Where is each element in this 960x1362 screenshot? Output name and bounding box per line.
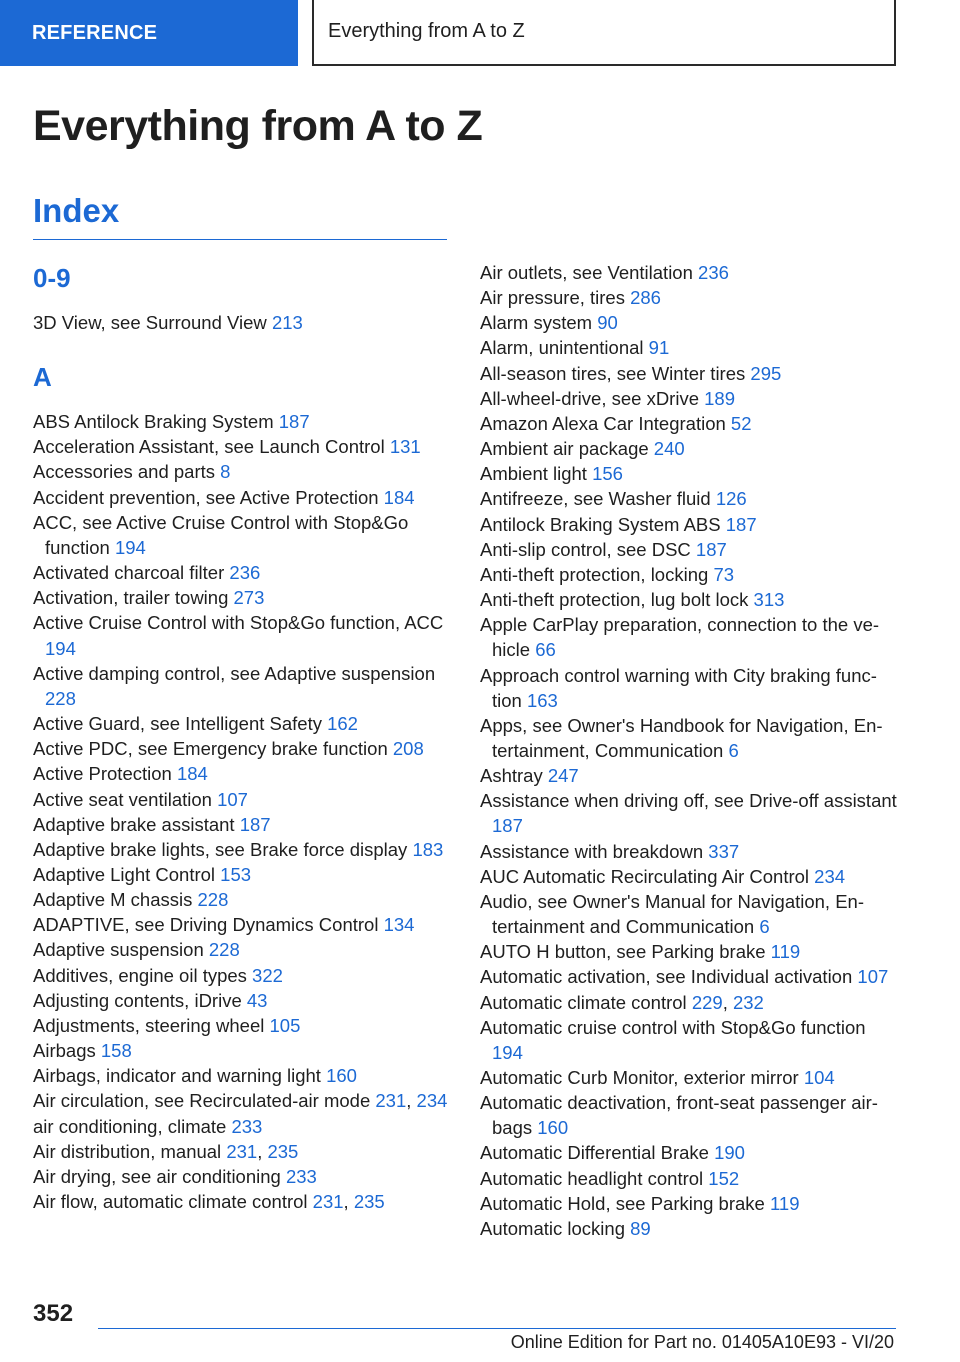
index-entry [33, 1164, 453, 1189]
section-heading: A [33, 362, 52, 393]
page-link[interactable]: 231 [375, 1090, 407, 1112]
entry-term: Automatic Curb Monitor, exterior mirror [480, 1067, 799, 1088]
entry-term: Automatic activation, see Individual activation [480, 966, 853, 988]
index-entry [480, 1015, 900, 1065]
entry-term: Automatic cruise control with Stop&Go function [480, 1016, 866, 1038]
entry-term: Accident prevention, see Active Protection [33, 486, 379, 508]
entry-term: Adjusting contents, iDrive [33, 989, 242, 1011]
page-link[interactable]: 187 [278, 411, 310, 433]
entry-term: Apps, see Owner's Handbook for Navigation, Entertainment, Communication [480, 714, 883, 761]
page-link[interactable]: 153 [220, 863, 252, 885]
index-entry [480, 461, 900, 486]
index-entry [33, 736, 453, 761]
entry-term: Adaptive suspension [33, 939, 204, 961]
page-link[interactable]: 66 [535, 639, 556, 661]
index-entry [480, 713, 900, 763]
index-entry [480, 1166, 900, 1191]
page-link[interactable]: 229 [691, 991, 723, 1013]
page-link[interactable]: 131 [389, 436, 421, 458]
page-title: Everything from A to Z [33, 102, 483, 150]
entry-term: Audio, see Owner's Manual for Navigation, Entertainment and Communication [480, 890, 865, 938]
index-entry [480, 990, 900, 1015]
entry-term: Airbags, indicator and warning light [33, 1065, 321, 1087]
index-entry [33, 1088, 453, 1113]
page-link[interactable]: 152 [708, 1167, 740, 1189]
index-entry [33, 1038, 453, 1063]
page-separator: , [343, 1191, 354, 1212]
entry-term: Automatic Differential Brake [480, 1142, 709, 1164]
page-link[interactable]: 90 [597, 312, 618, 334]
page-link[interactable]: 228 [45, 687, 76, 709]
chapter-title: Everything from A to Z [312, 0, 896, 66]
entry-term: Active Protection [33, 763, 172, 785]
page-link[interactable]: 234 [416, 1090, 448, 1112]
entry-term: Ashtray [480, 765, 543, 787]
entry-term: Ambient air package [480, 438, 649, 460]
page-link[interactable]: 6 [728, 739, 739, 761]
index-column-right [480, 260, 900, 1241]
page-link[interactable]: 286 [630, 287, 661, 309]
page-link[interactable]: 162 [327, 713, 358, 735]
index-entry [33, 560, 453, 585]
entry-term: Anti-slip control, see DSC [480, 538, 691, 560]
entry-term: ABS Antilock Braking System [33, 411, 274, 433]
entry-term: Air circulation, see Recirculated-air mode [33, 1090, 371, 1112]
page-number: 352 [33, 1300, 74, 1327]
page-link[interactable]: 160 [326, 1065, 357, 1087]
page-link[interactable]: 234 [814, 865, 846, 887]
page-link[interactable]: 236 [229, 562, 261, 584]
page-separator: , [257, 1140, 268, 1162]
page-link[interactable]: 236 [698, 262, 729, 283]
entry-term: Airbags [33, 1040, 96, 1062]
index-entry [33, 887, 453, 912]
page-link[interactable]: 240 [653, 438, 685, 460]
entry-term: Adjustments, steering wheel [33, 1014, 265, 1036]
entry-term: Automatic headlight control [480, 1167, 704, 1189]
index-entry [480, 361, 900, 386]
index-entry [480, 285, 900, 310]
entry-term: 3D View, see Surround View [33, 312, 267, 333]
index-entry [33, 937, 453, 962]
index-entry [480, 562, 900, 587]
entry-term: Adaptive brake assistant [33, 813, 235, 835]
footer-edition: Online Edition for Part no. 01405A10E93 - VI/20 [510, 1332, 894, 1352]
page-separator: , [406, 1090, 417, 1112]
index-entry [33, 585, 453, 610]
page-link[interactable]: 228 [208, 939, 240, 961]
index-entry [33, 1063, 453, 1088]
index-entry [33, 787, 453, 812]
entry-term: Active PDC, see Emergency brake function [33, 738, 388, 760]
index-entry [33, 409, 453, 434]
page-link[interactable]: 8 [220, 461, 231, 483]
page-link[interactable]: 273 [233, 587, 265, 609]
page-link[interactable]: 190 [714, 1142, 745, 1164]
entry-term: Anti-theft protection, locking [480, 563, 709, 585]
footer-divider [98, 1328, 896, 1329]
index-entry [480, 310, 900, 335]
page-header [0, 0, 960, 66]
page-link[interactable]: 247 [547, 765, 579, 787]
page-link[interactable]: 208 [392, 738, 424, 760]
page-link[interactable]: 235 [353, 1191, 385, 1212]
page-link[interactable]: 119 [769, 1192, 800, 1214]
index-entry [480, 788, 900, 838]
entry-term: Air flow, automatic climate control [33, 1191, 308, 1212]
entry-term: AUTO H button, see Parking brake [480, 941, 766, 963]
entry-term: Adaptive brake lights, see Brake force display [33, 838, 408, 860]
entry-term: Automatic deactivation, front-seat passenger airbags [480, 1092, 878, 1139]
index-entry [480, 512, 900, 537]
entry-term: Anti-theft protection, lug bolt lock [480, 589, 749, 611]
index-title: Index [33, 192, 120, 229]
index-entry [480, 537, 900, 562]
page-link[interactable]: 233 [285, 1165, 317, 1187]
page-link[interactable]: 134 [383, 914, 415, 936]
entry-term: Apple CarPlay preparation, connection to the vehicle [480, 614, 880, 661]
page-link[interactable]: 126 [715, 488, 747, 510]
entry-term: Active Guard, see Intelligent Safety [33, 713, 322, 735]
entry-term: air conditioning, climate [33, 1115, 227, 1137]
page-link[interactable]: 233 [231, 1115, 263, 1137]
page-link[interactable]: 107 [217, 788, 248, 810]
page-link[interactable]: 235 [267, 1140, 299, 1162]
index-entry [480, 335, 900, 360]
entry-term: Automatic climate control [480, 991, 687, 1013]
entry-term: Activated charcoal filter [33, 562, 225, 584]
index-entry [33, 510, 453, 560]
index-entry [33, 310, 453, 335]
page-link[interactable]: 89 [630, 1217, 651, 1239]
entry-term: All-wheel-drive, see xDrive [480, 387, 699, 409]
entry-term: Air drying, see air conditioning [33, 1165, 281, 1187]
entry-term: Active seat ventilation [33, 788, 212, 810]
page-link[interactable]: 119 [770, 941, 801, 963]
index-entry [480, 1140, 900, 1165]
page-link[interactable]: 160 [537, 1117, 569, 1139]
heading-gap [33, 397, 453, 409]
entry-term: Antifreeze, see Washer fluid [480, 488, 711, 510]
page-link[interactable]: 6 [759, 916, 770, 938]
entry-term: Assistance when driving off, see Drive-off assistant [480, 790, 897, 812]
index-entry [33, 963, 453, 988]
heading-gap [33, 298, 453, 310]
page-link[interactable]: 52 [730, 412, 752, 434]
index-entry [480, 411, 900, 436]
entry-term: ADAPTIVE, see Driving Dynamics Control [33, 914, 379, 936]
page-link[interactable]: 232 [732, 991, 764, 1013]
page-link[interactable]: 183 [412, 838, 444, 860]
page-link[interactable]: 337 [708, 840, 740, 862]
page-link[interactable]: 231 [312, 1191, 344, 1212]
page-link[interactable]: 194 [114, 536, 146, 558]
entry-term: Additives, engine oil types [33, 964, 247, 986]
page-link[interactable]: 187 [695, 538, 727, 560]
entry-term: Air distribution, manual [33, 1140, 222, 1162]
page-link[interactable]: 194 [492, 1041, 523, 1063]
index-entry [33, 661, 453, 711]
entry-term: Automatic locking [480, 1217, 625, 1239]
section-tab: REFERENCE [0, 0, 298, 66]
index-entry [480, 964, 900, 989]
page-link[interactable]: 187 [725, 513, 757, 535]
entry-term: Accessories and parts [33, 461, 216, 483]
page-link[interactable]: 313 [753, 589, 785, 611]
index-entry [480, 386, 900, 411]
index-entry [33, 812, 453, 837]
index-entry [33, 610, 453, 660]
index-entry [480, 839, 900, 864]
index-entry [480, 587, 900, 612]
entry-term: Adaptive M chassis [33, 889, 193, 911]
index-entry [33, 1189, 453, 1214]
index-entry [33, 1139, 453, 1164]
entry-term: Air pressure, tires [480, 287, 625, 309]
entry-term: Adaptive Light Control [33, 863, 216, 885]
index-entry [480, 1090, 900, 1140]
entry-term: Approach control warning with City braking function [480, 664, 877, 711]
entry-term: Ambient light [480, 463, 587, 485]
page-link[interactable]: 322 [252, 964, 283, 986]
page-link[interactable]: 104 [803, 1067, 835, 1088]
index-entry [33, 1114, 453, 1139]
entry-term: Active damping control, see Adaptive suspension [33, 662, 436, 684]
page-link[interactable]: 156 [592, 463, 623, 485]
page-separator: , [722, 991, 733, 1013]
entry-term: AUC Automatic Recirculating Air Control [480, 865, 810, 887]
entry-term: All-season tires, see Winter tires [480, 362, 746, 384]
index-entry [480, 260, 900, 285]
page-link[interactable]: 295 [750, 362, 782, 384]
page-link[interactable]: 231 [226, 1140, 258, 1162]
page-link[interactable]: 184 [383, 486, 415, 508]
index-entry [33, 912, 453, 937]
section-heading: 0-9 [33, 263, 71, 293]
page-link[interactable]: 213 [271, 312, 303, 333]
page-link[interactable]: 228 [197, 889, 229, 911]
page-link[interactable]: 187 [492, 815, 523, 837]
entry-term: Air outlets, see Ventilation [480, 262, 693, 283]
page-link[interactable]: 107 [857, 966, 889, 988]
entry-term: Activation, trailer towing [33, 587, 229, 609]
page-link[interactable]: 194 [45, 637, 76, 659]
page-link[interactable]: 187 [239, 813, 271, 835]
index-entry [33, 711, 453, 736]
entry-term: Automatic Hold, see Parking brake [480, 1192, 765, 1214]
index-entry [33, 862, 453, 887]
entry-term: Alarm system [480, 312, 593, 334]
index-entry [33, 988, 453, 1013]
index-entry [480, 1216, 900, 1241]
entry-term: Acceleration Assistant, see Launch Control [33, 436, 385, 458]
index-entry [480, 612, 900, 662]
page-link[interactable]: 163 [526, 689, 558, 711]
index-divider [33, 239, 447, 240]
index-entry [33, 485, 453, 510]
entry-term: Active Cruise Control with Stop&Go function, ACC [33, 612, 444, 634]
section-gap [33, 335, 453, 357]
index-entry [480, 486, 900, 511]
index-entry [480, 663, 900, 713]
page-link[interactable]: 189 [704, 387, 735, 409]
page-link[interactable]: 184 [176, 763, 208, 785]
index-entry [480, 763, 900, 788]
entry-term: Alarm, unintentional [480, 337, 644, 359]
page-link[interactable]: 158 [100, 1040, 132, 1062]
index-entry [480, 889, 900, 939]
index-entry [33, 837, 453, 862]
index-entry [33, 761, 453, 786]
index-entry [480, 1065, 900, 1090]
entry-term: ACC, see Active Cruise Control with Stop&Go function [33, 511, 409, 558]
entry-term: Assistance with breakdown [480, 840, 704, 862]
index-entry [480, 864, 900, 889]
index-entry [480, 436, 900, 461]
index-entry [33, 1013, 453, 1038]
index-column-left [33, 258, 453, 1214]
page-link[interactable]: 73 [713, 563, 735, 585]
entry-term: Amazon Alexa Car Integration [480, 412, 726, 434]
page-link[interactable]: 105 [269, 1014, 301, 1036]
index-entry [33, 459, 453, 484]
page-link[interactable]: 43 [246, 989, 268, 1011]
entry-term: Antilock Braking System ABS [480, 513, 721, 535]
index-entry [480, 939, 900, 964]
index-entry [33, 434, 453, 459]
index-entry [480, 1191, 900, 1216]
page-link[interactable]: 91 [648, 337, 670, 359]
